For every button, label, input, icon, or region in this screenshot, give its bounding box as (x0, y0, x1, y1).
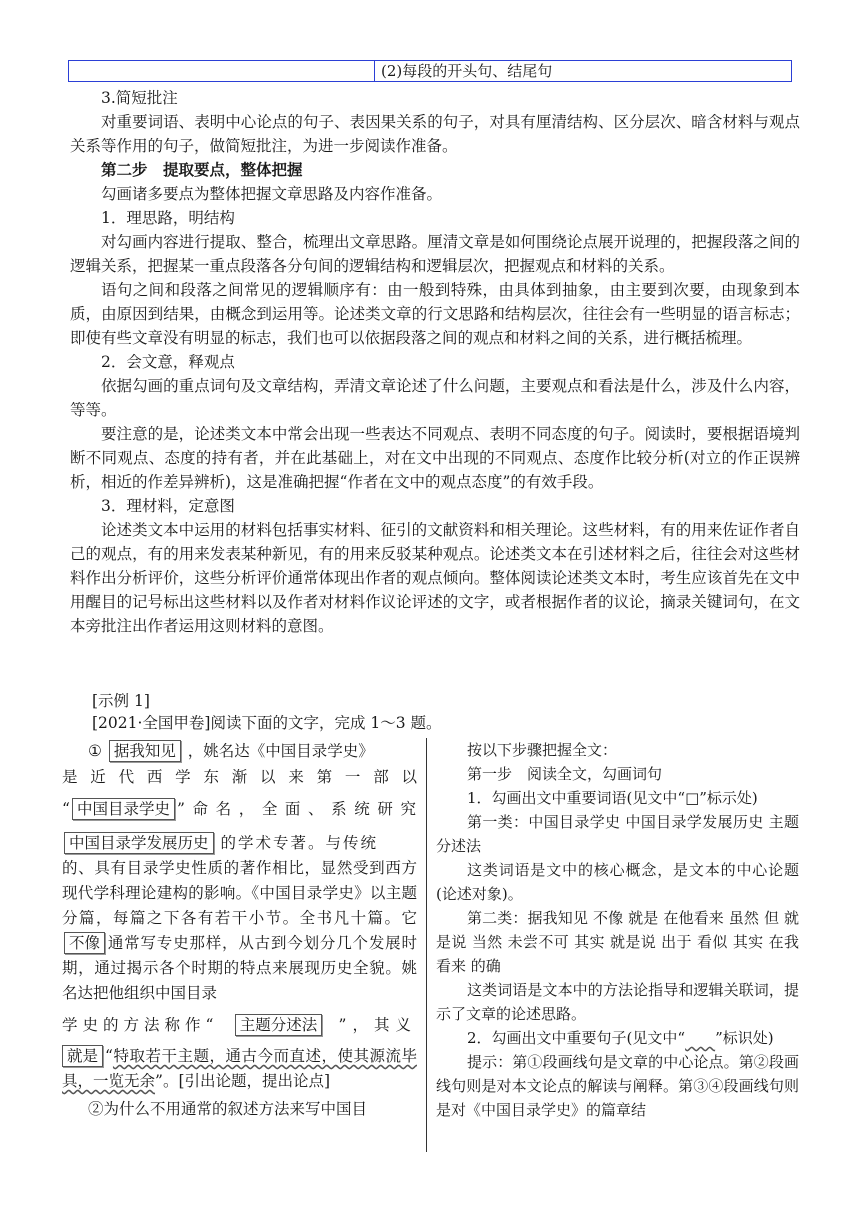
paragraph-materials: 论述类文本中运用的材料包括事实材料、征引的文献资料和相关理论。这些材料，有的用来佐证作者自己的观点，有的用来发表某种新见，有的用来反驳某种观点。论述类文本在引述材料之后，往往会对这些材料作出分析评价，这些分析评价通常体现出作者的观点倾向。整体阅读论述类文本时，考生应该首先在文中用醒目的记号标出这些材料以及作者对材料作议论评述的文字，或者根据作者的议论，摘录关键词句，在文本旁批注出作者运用这则材料的意图。 (70, 521, 800, 635)
passage-text-5-body: 的、具有目录学史性质的著作相比，显然受到西方现代学科理论建构的影响。《中国目录学史》以主题分篇，每篇之下各有若干小节。全书凡十篇。它 (62, 859, 417, 927)
guide-words-type2: 第二类：据我知见 不像 就是 在他看来 虽然 但 就是说 当然 未尝不可 其实 就是说 出于 看似 其实 在我看来 的确 (436, 909, 799, 975)
table-cell-right: (2)每段的开头句、结尾句 (381, 62, 553, 80)
guide-intro: 按以下步骤把握全文： (467, 741, 618, 759)
guide-sentences-title-a: 2．勾画出文中重要句子(见文中“ (467, 1029, 686, 1047)
guide-sentences-title (436, 1026, 799, 1050)
heading-brief-annotation: 3.简短批注 (101, 89, 178, 107)
table-fragment (68, 60, 792, 82)
paragraph-step2-intro: 勾画诸多要点为整体把握文章思路及内容作准备。 (101, 185, 443, 203)
paragraph-meaning-2: 要注意的是，论述类文本中常会出现一些表达不同观点、表明不同态度的句子。阅读时，要根据语境判断不同观点、态度的持有者，并在此基础上，对在文中出现的不同观点、态度作比较分析(对立的作正误辨析，相近的作差异辨析)，这是准确把握“作者在文中的观点态度”的有效手段。 (70, 425, 800, 491)
passage-text-9b: ”。[引出论题，提出论点] (155, 1072, 331, 1090)
passage-text-8: ”，其义 (338, 1016, 417, 1034)
heading-step2: 第二步 提取要点，整体把握 (101, 160, 303, 179)
section-annotation (70, 86, 800, 638)
passage-text-4: 的学术专著。与传统 (220, 834, 378, 852)
passage-line-3 (62, 796, 417, 822)
keyword-box-5: 主题分述法 (235, 1014, 323, 1036)
passage-quote-open: “ (62, 800, 70, 818)
keyword-box-3: 中国目录学发展历史 (64, 832, 214, 854)
passage-line-2: 是近代西学东渐以来第一部以 (62, 768, 417, 786)
guide-words-type1-note: 这类词语是文中的核心概念，是文本的中心论题(论述对象)。 (436, 861, 799, 903)
paragraph-annotation: 对重要词语、表明中心论点的句子、表因果关系的句子，对具有厘清结构、区分层次、暗含材料与观点关系等作用的句子，做简短批注，为进一步阅读作准备。 (70, 113, 800, 155)
subheading-structure: 1．理思路，明结构 (101, 209, 235, 227)
passage-text-1: ，姚名达《中国目录学史》 (187, 742, 374, 760)
subheading-meaning: 2．会文意，释观点 (101, 353, 235, 371)
passage-column (62, 738, 417, 1122)
guide-step1: 第一步 阅读全文，勾画词句 (467, 765, 663, 783)
guide-column (436, 738, 799, 1122)
passage-line-4 (62, 830, 417, 856)
guide-words-title: 1．勾画出文中重要词语(见文中“□”标示处) (467, 789, 758, 807)
underlined-key-sentence: 特取若干主题，通古今而直述，使其源流毕具，一览无余 (62, 1047, 417, 1090)
paragraph-meaning-1: 依据勾画的重点词句及文章结构，弄清文章论述了什么问题，主要观点和看法是什么，涉及什么内容，等等。 (70, 377, 800, 419)
passage-text-3: ”命名，全面、系统研究 (176, 800, 417, 818)
table-cell-empty (69, 61, 375, 81)
keyword-box-1: 据我知见 (109, 740, 181, 762)
passage-line-8 (62, 1044, 417, 1094)
guide-hint: 提示：第①段画线句是文章的中心论点。第②段画线句则是对本文论点的解读与阐释。第③④段画线句则是对《中国目录学史》的篇章结 (436, 1053, 799, 1119)
guide-words-type1: 第一类：中国目录学史 中国目录学发展历史 主题分述法 (436, 813, 799, 855)
wavy-mark-sample (685, 1029, 715, 1047)
paragraph-number-1: ① (88, 742, 102, 760)
passage-text-5 (62, 856, 417, 1006)
guide-sentences-title-b: ”标识处) (715, 1029, 774, 1047)
subheading-materials: 3．理材料，定意图 (101, 497, 235, 515)
passage-text-7: 学史的方法称作“ (62, 1016, 219, 1034)
paragraph-structure-1: 对勾画内容进行提取、整合，梳理出文章思路。厘清文章是如何围绕论点展开说理的，把握段落之间的逻辑关系，把握某一重点段落各分句间的逻辑结构和逻辑层次，把握观点和材料的关系。 (70, 233, 800, 275)
keyword-box-2: 中国目录学史 (72, 798, 175, 820)
keyword-box-6: 就是 (62, 1045, 103, 1067)
example-source: [2021·全国甲卷]阅读下面的文字，完成 1～3 题。 (92, 714, 442, 732)
passage-line-1 (62, 738, 417, 764)
guide-words-type2-note: 这类词语是文本中的方法论指导和逻辑关联词，提示了文章的论述思路。 (436, 981, 799, 1023)
passage-text-6: 通常写专史那样，从古到今划分几个发展时期，通过揭示各个时期的特点来展现历史全貌。姚名达把他组织中国目录 (62, 934, 417, 1002)
keyword-box-4: 不像 (64, 932, 105, 954)
passage-line-7 (62, 1012, 417, 1038)
paragraph-structure-2: 语句之间和段落之间常见的逻辑顺序有：由一般到特殊，由具体到抽象，由主要到次要，由现象到本质，由原因到结果，由概念到运用等。论述类文章的行文思路和结构层次，往往会有一些明显的语言标志；即使有些文章没有明显的标志，我们也可以依据段落之间的观点和材料之间的关系，进行概括梳理。 (70, 281, 800, 347)
passage-paragraph-2-start: ②为什么不用通常的叙述方法来写中国目 (88, 1100, 368, 1118)
passage-text-9a: “ (105, 1047, 113, 1065)
example-label: [示例 1] (92, 692, 150, 710)
column-divider (426, 738, 427, 1152)
